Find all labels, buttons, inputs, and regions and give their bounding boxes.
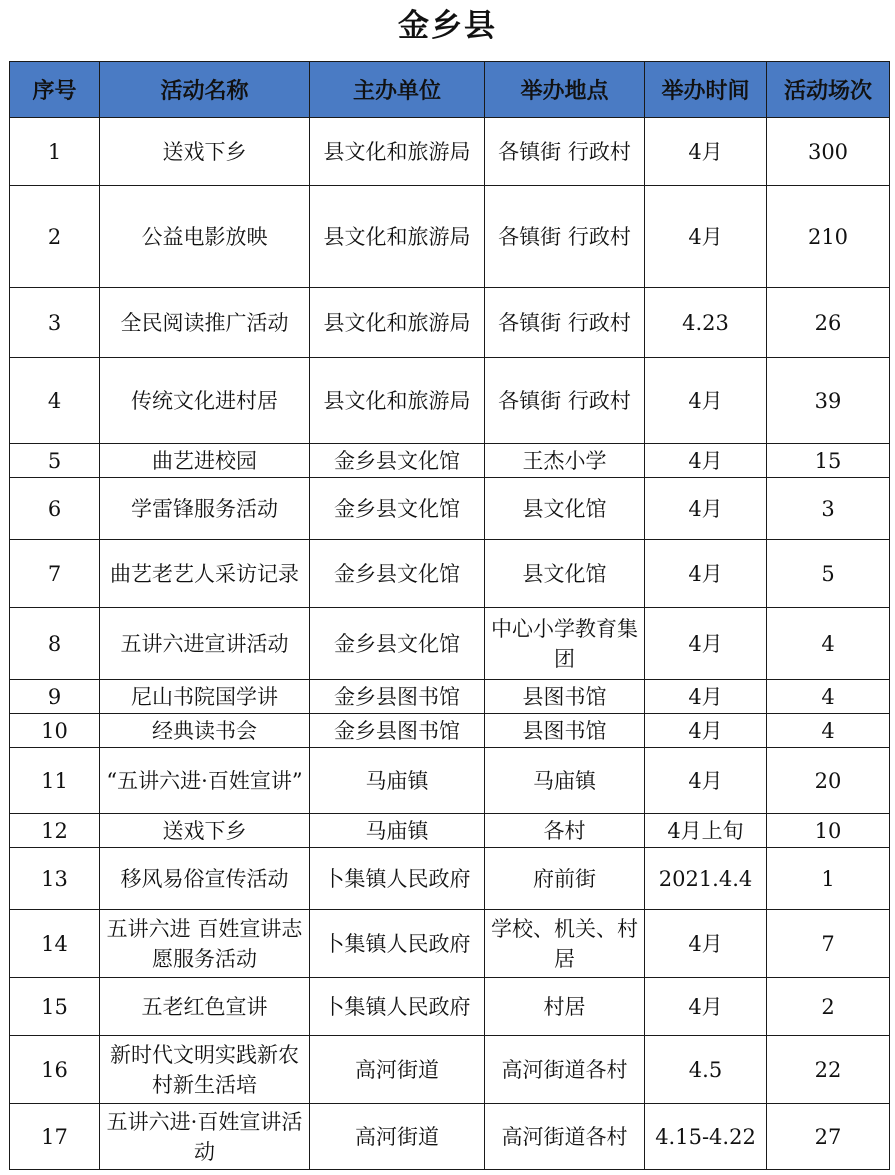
cell-organizer: 高河街道	[310, 1036, 485, 1104]
cell-sessions: 4	[767, 608, 890, 680]
page-title: 金乡县	[398, 8, 497, 44]
cell-activity-name: 送戏下乡	[100, 814, 310, 848]
cell-sessions: 26	[767, 288, 890, 358]
table-row	[10, 608, 890, 680]
cell-activity-name: 经典读书会	[100, 714, 310, 748]
cell-time: 4.15-4.22	[645, 1104, 767, 1170]
cell-sessions: 300	[767, 118, 890, 186]
cell-sessions: 27	[767, 1104, 890, 1170]
cell-activity-name: 全民阅读推广活动	[100, 288, 310, 358]
cell-time: 4月	[645, 910, 767, 978]
cell-activity-name: 尼山书院国学讲	[100, 680, 310, 714]
cell-time: 4月	[645, 186, 767, 288]
cell-sessions: 1	[767, 848, 890, 910]
cell-number: 5	[10, 444, 100, 478]
cell-number: 15	[10, 978, 100, 1036]
cell-organizer: 县文化和旅游局	[310, 288, 485, 358]
table-row	[10, 540, 890, 608]
cell-venue: 各镇街 行政村	[485, 186, 645, 288]
table-row	[10, 680, 890, 714]
table-row	[10, 478, 890, 540]
cell-organizer: 金乡县文化馆	[310, 478, 485, 540]
activity-schedule-table	[9, 61, 890, 1170]
cell-sessions: 4	[767, 680, 890, 714]
cell-venue: 县文化馆	[485, 478, 645, 540]
cell-activity-name: 五讲六进·百姓宣讲活动	[100, 1104, 310, 1170]
cell-venue: 县图书馆	[485, 680, 645, 714]
header-sessions: 活动场次	[767, 62, 890, 118]
cell-number: 16	[10, 1036, 100, 1104]
table-row	[10, 444, 890, 478]
cell-sessions: 210	[767, 186, 890, 288]
cell-venue: 各镇街 行政村	[485, 288, 645, 358]
table-row	[10, 358, 890, 444]
cell-venue: 中心小学教育集团	[485, 608, 645, 680]
cell-organizer: 县文化和旅游局	[310, 358, 485, 444]
cell-time: 4月	[645, 478, 767, 540]
cell-organizer: 金乡县图书馆	[310, 680, 485, 714]
header-organizer: 主办单位	[310, 62, 485, 118]
cell-organizer: 卜集镇人民政府	[310, 978, 485, 1036]
cell-time: 4月	[645, 714, 767, 748]
cell-number: 3	[10, 288, 100, 358]
cell-number: 9	[10, 680, 100, 714]
cell-number: 6	[10, 478, 100, 540]
cell-sessions: 4	[767, 714, 890, 748]
header-time: 举办时间	[645, 62, 767, 118]
cell-organizer: 马庙镇	[310, 748, 485, 814]
table-row	[10, 186, 890, 288]
cell-time: 4月	[645, 358, 767, 444]
cell-activity-name: 五讲六进宣讲活动	[100, 608, 310, 680]
table-row	[10, 1036, 890, 1104]
cell-number: 7	[10, 540, 100, 608]
table-row	[10, 288, 890, 358]
table-row	[10, 848, 890, 910]
cell-number: 17	[10, 1104, 100, 1170]
cell-organizer: 卜集镇人民政府	[310, 910, 485, 978]
cell-time: 2021.4.4	[645, 848, 767, 910]
cell-time: 4月	[645, 118, 767, 186]
cell-time: 4月	[645, 608, 767, 680]
cell-number: 14	[10, 910, 100, 978]
table-row	[10, 714, 890, 748]
cell-number: 11	[10, 748, 100, 814]
header-venue: 举办地点	[485, 62, 645, 118]
cell-activity-name: 公益电影放映	[100, 186, 310, 288]
cell-activity-name: 曲艺老艺人采访记录	[100, 540, 310, 608]
cell-sessions: 39	[767, 358, 890, 444]
cell-venue: 村居	[485, 978, 645, 1036]
cell-number: 4	[10, 358, 100, 444]
cell-venue: 各镇街 行政村	[485, 358, 645, 444]
cell-organizer: 金乡县文化馆	[310, 444, 485, 478]
cell-sessions: 22	[767, 1036, 890, 1104]
cell-organizer: 县文化和旅游局	[310, 186, 485, 288]
cell-organizer: 金乡县文化馆	[310, 608, 485, 680]
cell-number: 12	[10, 814, 100, 848]
cell-time: 4月	[645, 748, 767, 814]
cell-sessions: 7	[767, 910, 890, 978]
cell-organizer: 金乡县图书馆	[310, 714, 485, 748]
table-row	[10, 1104, 890, 1170]
cell-venue: 各村	[485, 814, 645, 848]
cell-number: 10	[10, 714, 100, 748]
table-header	[10, 62, 890, 118]
cell-sessions: 5	[767, 540, 890, 608]
cell-activity-name: 曲艺进校园	[100, 444, 310, 478]
cell-number: 8	[10, 608, 100, 680]
table-row	[10, 910, 890, 978]
cell-time: 4月	[645, 444, 767, 478]
cell-organizer: 卜集镇人民政府	[310, 848, 485, 910]
cell-activity-name: 传统文化进村居	[100, 358, 310, 444]
cell-venue: 府前街	[485, 848, 645, 910]
cell-activity-name: 五讲六进 百姓宣讲志愿服务活动	[100, 910, 310, 978]
cell-organizer: 县文化和旅游局	[310, 118, 485, 186]
cell-venue: 县图书馆	[485, 714, 645, 748]
cell-time: 4.23	[645, 288, 767, 358]
cell-number: 2	[10, 186, 100, 288]
cell-sessions: 3	[767, 478, 890, 540]
cell-sessions: 15	[767, 444, 890, 478]
cell-sessions: 10	[767, 814, 890, 848]
cell-activity-name: 送戏下乡	[100, 118, 310, 186]
cell-time: 4月	[645, 680, 767, 714]
cell-venue: 王杰小学	[485, 444, 645, 478]
cell-venue: 学校、机关、村居	[485, 910, 645, 978]
cell-venue: 县文化馆	[485, 540, 645, 608]
cell-time: 4.5	[645, 1036, 767, 1104]
cell-activity-name: “五讲六进·百姓宣讲”	[100, 748, 310, 814]
cell-sessions: 2	[767, 978, 890, 1036]
header-number: 序号	[10, 62, 100, 118]
cell-venue: 马庙镇	[485, 748, 645, 814]
cell-sessions: 20	[767, 748, 890, 814]
cell-activity-name: 五老红色宣讲	[100, 978, 310, 1036]
cell-activity-name: 移风易俗宣传活动	[100, 848, 310, 910]
cell-organizer: 金乡县文化馆	[310, 540, 485, 608]
cell-venue: 高河街道各村	[485, 1104, 645, 1170]
cell-organizer: 高河街道	[310, 1104, 485, 1170]
table-row	[10, 748, 890, 814]
table-row	[10, 814, 890, 848]
cell-time: 4月上旬	[645, 814, 767, 848]
table-body	[10, 118, 890, 1170]
header-activity-name: 活动名称	[100, 62, 310, 118]
header-row	[10, 62, 890, 118]
cell-venue: 高河街道各村	[485, 1036, 645, 1104]
cell-organizer: 马庙镇	[310, 814, 485, 848]
cell-time: 4月	[645, 978, 767, 1036]
cell-number: 13	[10, 848, 100, 910]
cell-venue: 各镇街 行政村	[485, 118, 645, 186]
cell-activity-name: 学雷锋服务活动	[100, 478, 310, 540]
table-row	[10, 978, 890, 1036]
cell-number: 1	[10, 118, 100, 186]
table-row	[10, 118, 890, 186]
cell-activity-name: 新时代文明实践新农村新生活培	[100, 1036, 310, 1104]
cell-time: 4月	[645, 540, 767, 608]
